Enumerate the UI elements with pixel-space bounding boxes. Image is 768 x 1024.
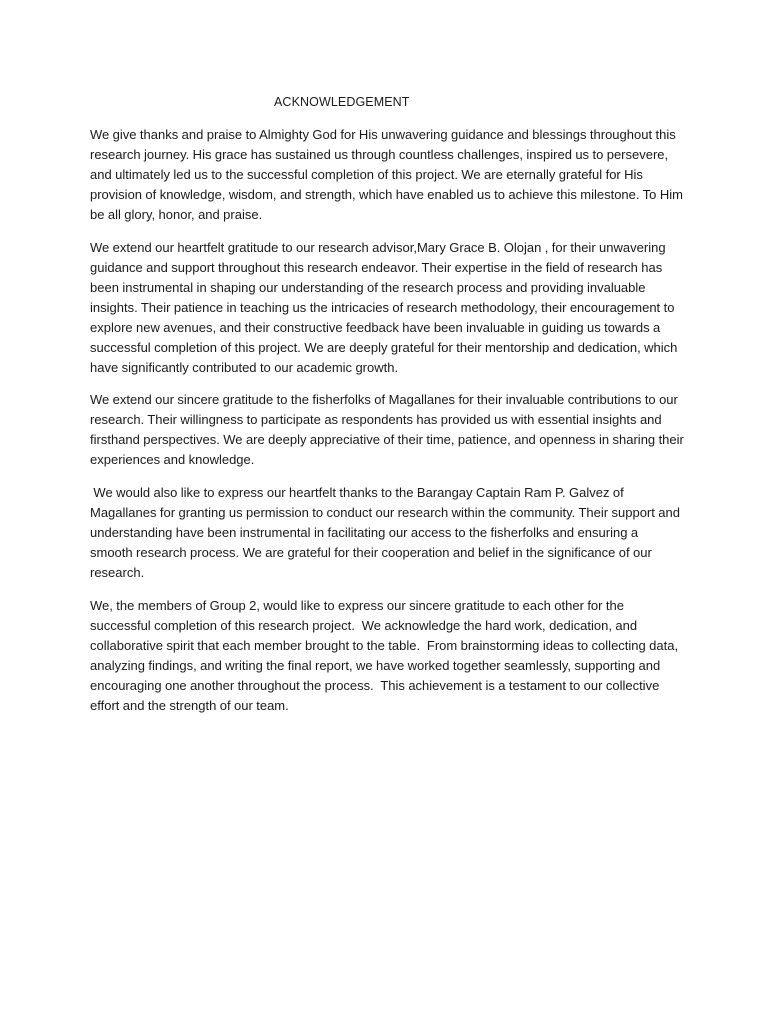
page-title: ACKNOWLEDGEMENT (274, 95, 410, 109)
paragraph-thanks-group: We, the members of Group 2, would like to express our sincere gratitude to each other for the successful completion of this research project. We acknowledge the hard work, dedication, and collaborative spirit that each member brought to the table. From brainstorming ideas to collecting data, analyzing findings, and writing the final report, we have worked together seamlessly, supporting and encouraging one another throughout the process. This achievement is a testament to our collective effort and the strength of our team. (90, 597, 682, 713)
paragraph-thanks-barangay-captain: We would also like to express our heartfelt thanks to the Barangay Captain Ram P. Galvez of Magallanes for granting us permission to conduct our research within the community. Their support and understanding have been instrumental in facilitating our access to the fisherfolks and ensuring a smooth research process. We are grateful for their cooperation and belief in the significance of our research. (90, 485, 684, 581)
paragraph-thanks-fisherfolks: We extend our sincere gratitude to the fisherfolks of Magallanes for their invaluable contributions to our research. Their willingness to participate as respondents has provided us with essential insights and firsthand perspectives. We are deeply appreciative of their time, patience, and openness in sharing their experiences and knowledge. (90, 392, 688, 468)
paragraph-thanks-god: We give thanks and praise to Almighty God for His unwavering guidance and blessings throughout this research journey. His grace has sustained us through countless challenges, inspired us to persevere, and ultimately led us to the successful completion of this project. We are eternally grateful for His provision of knowledge, wisdom, and strength, which have enabled us to achieve this milestone. To Him be all glory, honor, and praise. (90, 127, 687, 222)
paragraph-thanks-advisor: We extend our heartfelt gratitude to our research advisor,Mary Grace B. Olojan , for their unwavering guidance and support throughout this research endeavor. Their expertise in the field of research has been instrumental in shaping our understanding of the research process and providing invaluable insights. Their patience in teaching us the intricacies of research methodology, their encouragement to explore new avenues, and their constructive feedback have been invaluable in guiding us towards a successful completion of this project. We are deeply grateful for their mentorship and dedication, which have significantly contributed to our academic growth. (90, 239, 681, 375)
document-body (90, 125, 688, 728)
